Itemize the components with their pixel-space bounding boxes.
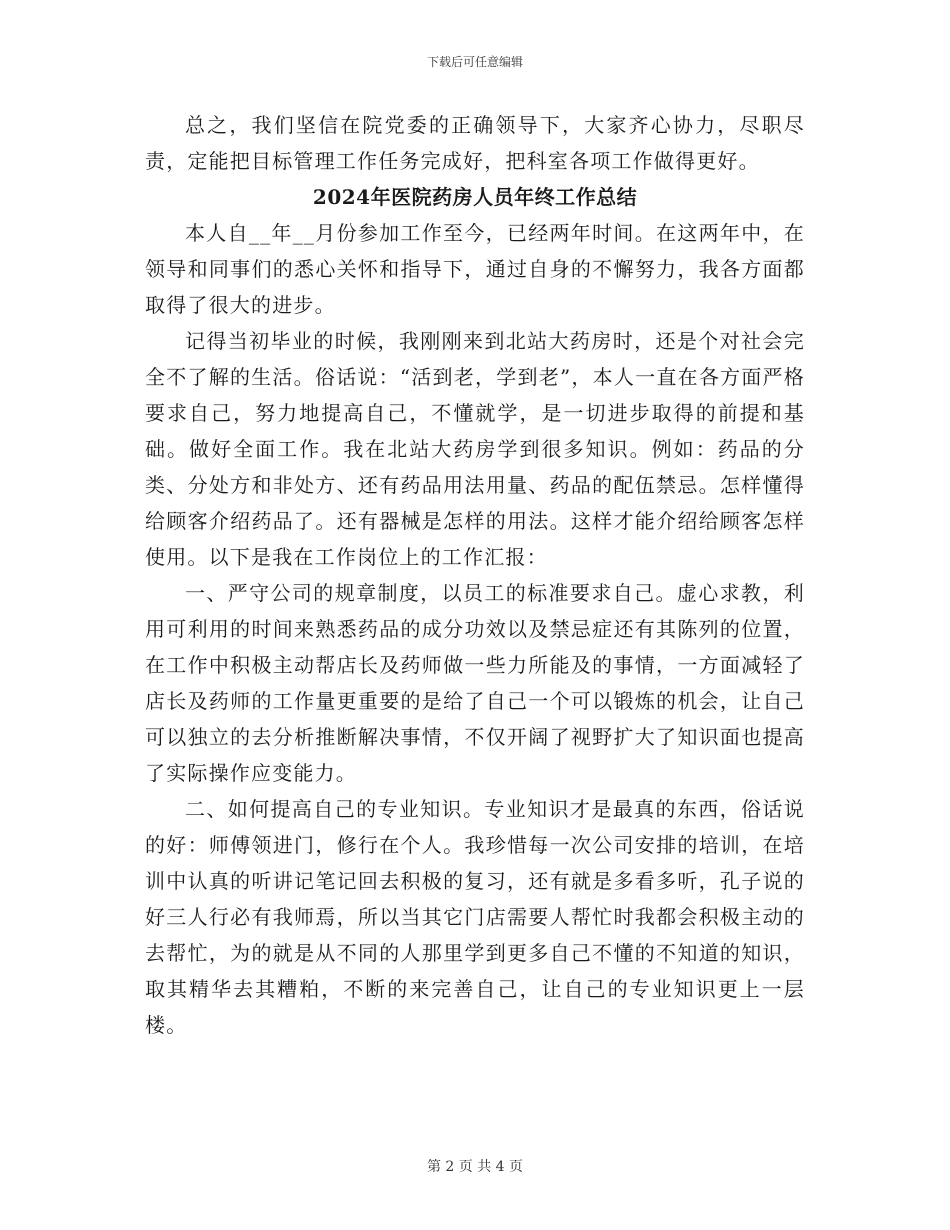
page-number: 第 2 页 共 4 页 — [426, 1159, 524, 1175]
paragraph-1: 本人自__年__月份参加工作至今，已经两年时间。在这两年中，在领导和同事们的悉心关怀和指导下，通过自身的不懈努力，我各方面都取得了很大的进步。 — [145, 221, 805, 317]
document-title: 2024年医院药房人员年终工作总结 — [312, 185, 638, 209]
page-header-note: 下载后可任意编辑 — [426, 55, 523, 69]
paragraph-2: 记得当初毕业的时候，我刚刚来到北站大药房时，还是个对社会完全不了解的生活。俗话说：“活到老，学到老”，本人一直在各方面严格要求自己，努力地提高自己，不懂就学，是一切进步取得的前提和基础。做好全面工作。我在北站大药房学到很多知识。例如：药品的分类、分处方和非处方、还有药品用法用量、药品的配伍禁忌。怎样懂得给顾客介绍药品了。还有器械是怎样的用法。这样才能介绍给顾客怎样使用。以下是我在工作岗位上的工作汇报： — [145, 329, 805, 569]
paragraph-4: 二、如何提高自己的专业知识。专业知识才是最真的东西，俗话说的好：师傅领进门，修行在个人。我珍惜每一次公司安排的培训，在培训中认真的听讲记笔记回去积极的复习，还有就是多看多听，孔子说的好三人行必有我师焉，所以当其它门店需要人帮忙时我都会积极主动的去帮忙，为的就是从不同的人那里学到更多自己不懂的不知道的知识，取其精华去其糟粕，不断的来完善自己，让自己的专业知识更上一层楼。 — [145, 797, 805, 1037]
intro-paragraph: 总之，我们坚信在院党委的正确领导下，大家齐心协力，尽职尽责，定能把目标管理工作任务完成好，把科室各项工作做得更好。 — [145, 113, 805, 173]
document-body — [145, 107, 805, 1043]
paragraph-3: 一、严守公司的规章制度，以员工的标准要求自己。虚心求教，利用可利用的时间来熟悉药品的成分功效以及禁忌症还有其陈列的位置，在工作中积极主动帮店长及药师做一些力所能及的事情，一方面减轻了店长及药师的工作量更重要的是给了自己一个可以锻炼的机会，让自己可以独立的去分析推断解决事情，不仅开阔了视野扩大了知识面也提高了实际操作应变能力。 — [145, 581, 805, 785]
